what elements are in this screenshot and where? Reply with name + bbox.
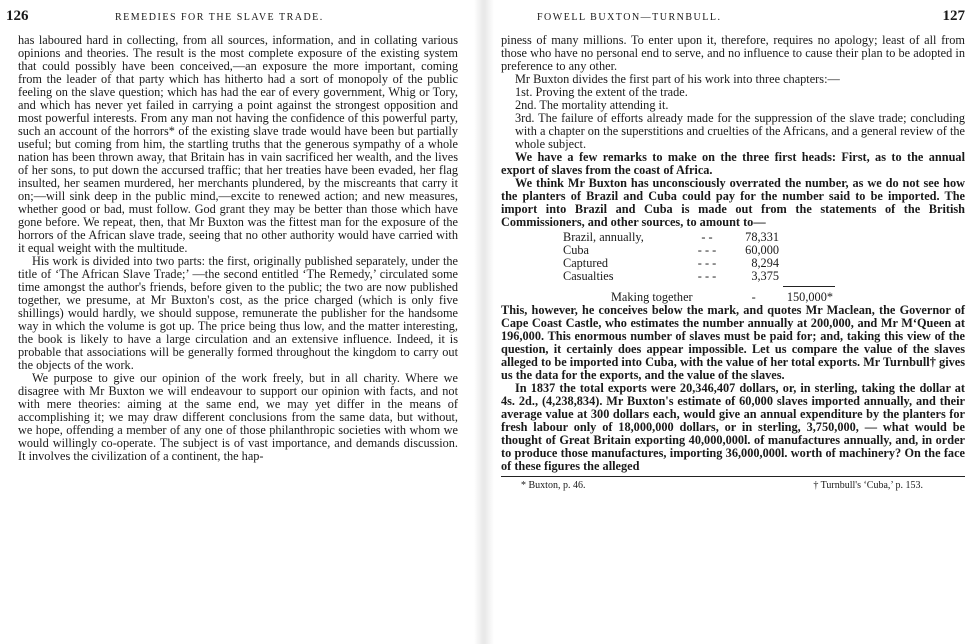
table-cell-label: Casualties (563, 269, 614, 283)
list-item: 1st. Proving the extent of the trade. (515, 85, 688, 99)
table-cell-value: 8,294 (751, 256, 779, 270)
import-table (563, 231, 833, 304)
table-cell-label: Captured (563, 256, 609, 270)
table-cell-label: Cuba (563, 243, 589, 257)
paragraph: has laboured hard in collecting, from all sources, information, and in collating various opinions and theories. The result is the most complete exposure of the existing system that could possibly have been conceived,—an exposure the more important, coming from the leader of that party which has hitherto had a sort of monopoly of the public feeling on the slave question; which has had the ear of every government, Whig or Tory, and which has never yet failed in carrying a point against the strongest opposition and most powerful interests. From any man not having the confidence of this powerful party, such an account of the horrors* of the existing slave trade would have been but partially useful; but coming from him, the startling truths that the generous sympathy of a whole nation has been thrown away, that Britain has in vain sacrificed her wealth, and the lives of her sons, to put down the accursed traffic; that her treaties have been evaded, her flag insulted, her seamen murdered, her merchants plundered, by the miscreants that carry it on;—will sink deep in the public mind,—excite to renewed action; and new measures, whether good or bad, must follow. God grant they may be better than those which have gone before. We repeat, then, that Mr Buxton was the fittest man for the exposure of the horrors of the African slave trade, seeing that no other authority would have carried with it equal weight with the multitude. (18, 33, 458, 255)
total-value: 150,000* (786, 290, 833, 304)
total-label: Making together (611, 290, 693, 304)
paragraph: Mr Buxton divides the first part of his work into three chapters:— (515, 72, 840, 86)
table-cell-label: Brazil, annually, (563, 230, 644, 244)
table-row (563, 270, 833, 283)
paragraph: In 1837 the total exports were 20,346,407 dollars, or, in sterling, taking the dollar at 4s. 2d., (4,238,834). Mr Buxton's estimate of 60,000 slaves imported annually, and their average value at 300 dollars each, would give an annual expenditure by the planters for fresh labour only of 18,000,000 dollars, or in sterling, 3,750,000, — what would be thought of Great Britain exporting 40,000,000l. of manufactures annually, and, in order to produce those manufactures, importing 36,000,000l. worth of machinery? On the face of these figures the alleged (501, 381, 965, 473)
paragraph: This, however, he conceives below the mark, and quotes Mr Maclean, the Governor of Cape Coast Castle, who estimates the number annually at 200,000, and Mr M‘Queen at 196,000. This enormous number of slaves must be paid for; and, taking this view of the question, it certainly does appear impossible. Let us compare the value of the slaves alleged to be imported into Cuba, with the value of her total exports. Mr Turnbull† gives us the data for the exports, and the value of the slaves. (501, 303, 965, 382)
paragraph: We purpose to give our opinion of the work freely, but in all charity. Where we disagree with Mr Buxton we will endeavour to support our opinion with facts, and not with mere theories: aiming at the same end, we may yet differ in the means of accomplishing it; we may draw different conclusions from the same data, but without, we hope, offending a member of any one of those philanthropic societies with whom we would willingly co-operate. The subject is of vast importance, and demands discussion. It involves the civilization of a continent, the hap- (18, 371, 458, 463)
right-page-header (497, 8, 973, 34)
table-cell-dashes: - - - (697, 256, 717, 270)
paragraph: piness of many millions. To enter upon it, therefore, requires no apology; least of all from those who have no personal end to serve, and no influence to cause their plan to be adopted in preference to any other. (501, 33, 965, 73)
table-cell-dashes: - - - (697, 269, 717, 283)
total-dash: - (751, 290, 756, 304)
table-cell-dashes: - - - (697, 243, 717, 257)
left-page-number: 126 (6, 8, 29, 24)
book-gutter (474, 0, 494, 644)
footnotes (501, 477, 965, 492)
paragraph: We have a few remarks to make on the three first heads: First, as to the annual export of slaves from the coast of Africa. (501, 150, 965, 177)
paragraph: We think Mr Buxton has unconsciously overrated the number, as we do not see how the planters of Brazil and Cuba could pay for the number said to be imported. The import into Brazil and Cuba is made out from the statements of the British Commissioners, and other sources, to amount to— (501, 176, 965, 229)
sum-rule (783, 286, 835, 287)
right-page-number: 127 (942, 8, 965, 24)
table-cell-dashes: - - (701, 230, 713, 244)
right-page-body (497, 34, 973, 492)
left-page-header (0, 8, 468, 34)
left-page (0, 0, 468, 644)
chapter-list (501, 86, 965, 151)
list-item: 3rd. The failure of efforts already made for the suppression of the slave trade; concluding with a chapter on the superstitions and cruelties of the Africans, and a general review of the whole subject. (515, 111, 965, 151)
footnote: * Buxton, p. 46. (521, 480, 586, 491)
paragraph: His work is divided into two parts: the first, originally published separately, under the title of ‘The African Slave Trade;’ —the second entitled ‘The Remedy,’ circulated some time amongst the author's friends, before given to the public; the two are now published together, we presume, at Mr Buxton's cost, as the price charged (which is only five shillings) would hardly, we should suppose, remunerate the publisher for the handsome way in which the volume is got up. The price being thus low, and the matter interesting, the book is likely to have a large circulation and an extensive influence. Indeed, it is probable that associations will be generally formed throughout the kingdom to carry out the objects of the work. (18, 254, 458, 372)
footnote: † Turnbull's ‘Cuba,’ p. 153. (813, 480, 923, 491)
right-page (497, 0, 973, 644)
table-cell-value: 78,331 (745, 230, 779, 244)
left-page-body (0, 34, 468, 463)
list-item: 2nd. The mortality attending it. (515, 98, 669, 112)
table-cell-value: 60,000 (745, 243, 779, 257)
table-total-row (611, 290, 833, 304)
left-running-head: REMEDIES FOR THE SLAVE TRADE. (115, 12, 324, 23)
table-cell-value: 3,375 (751, 269, 779, 283)
right-running-head: FOWELL BUXTON—TURNBULL. (537, 12, 722, 23)
